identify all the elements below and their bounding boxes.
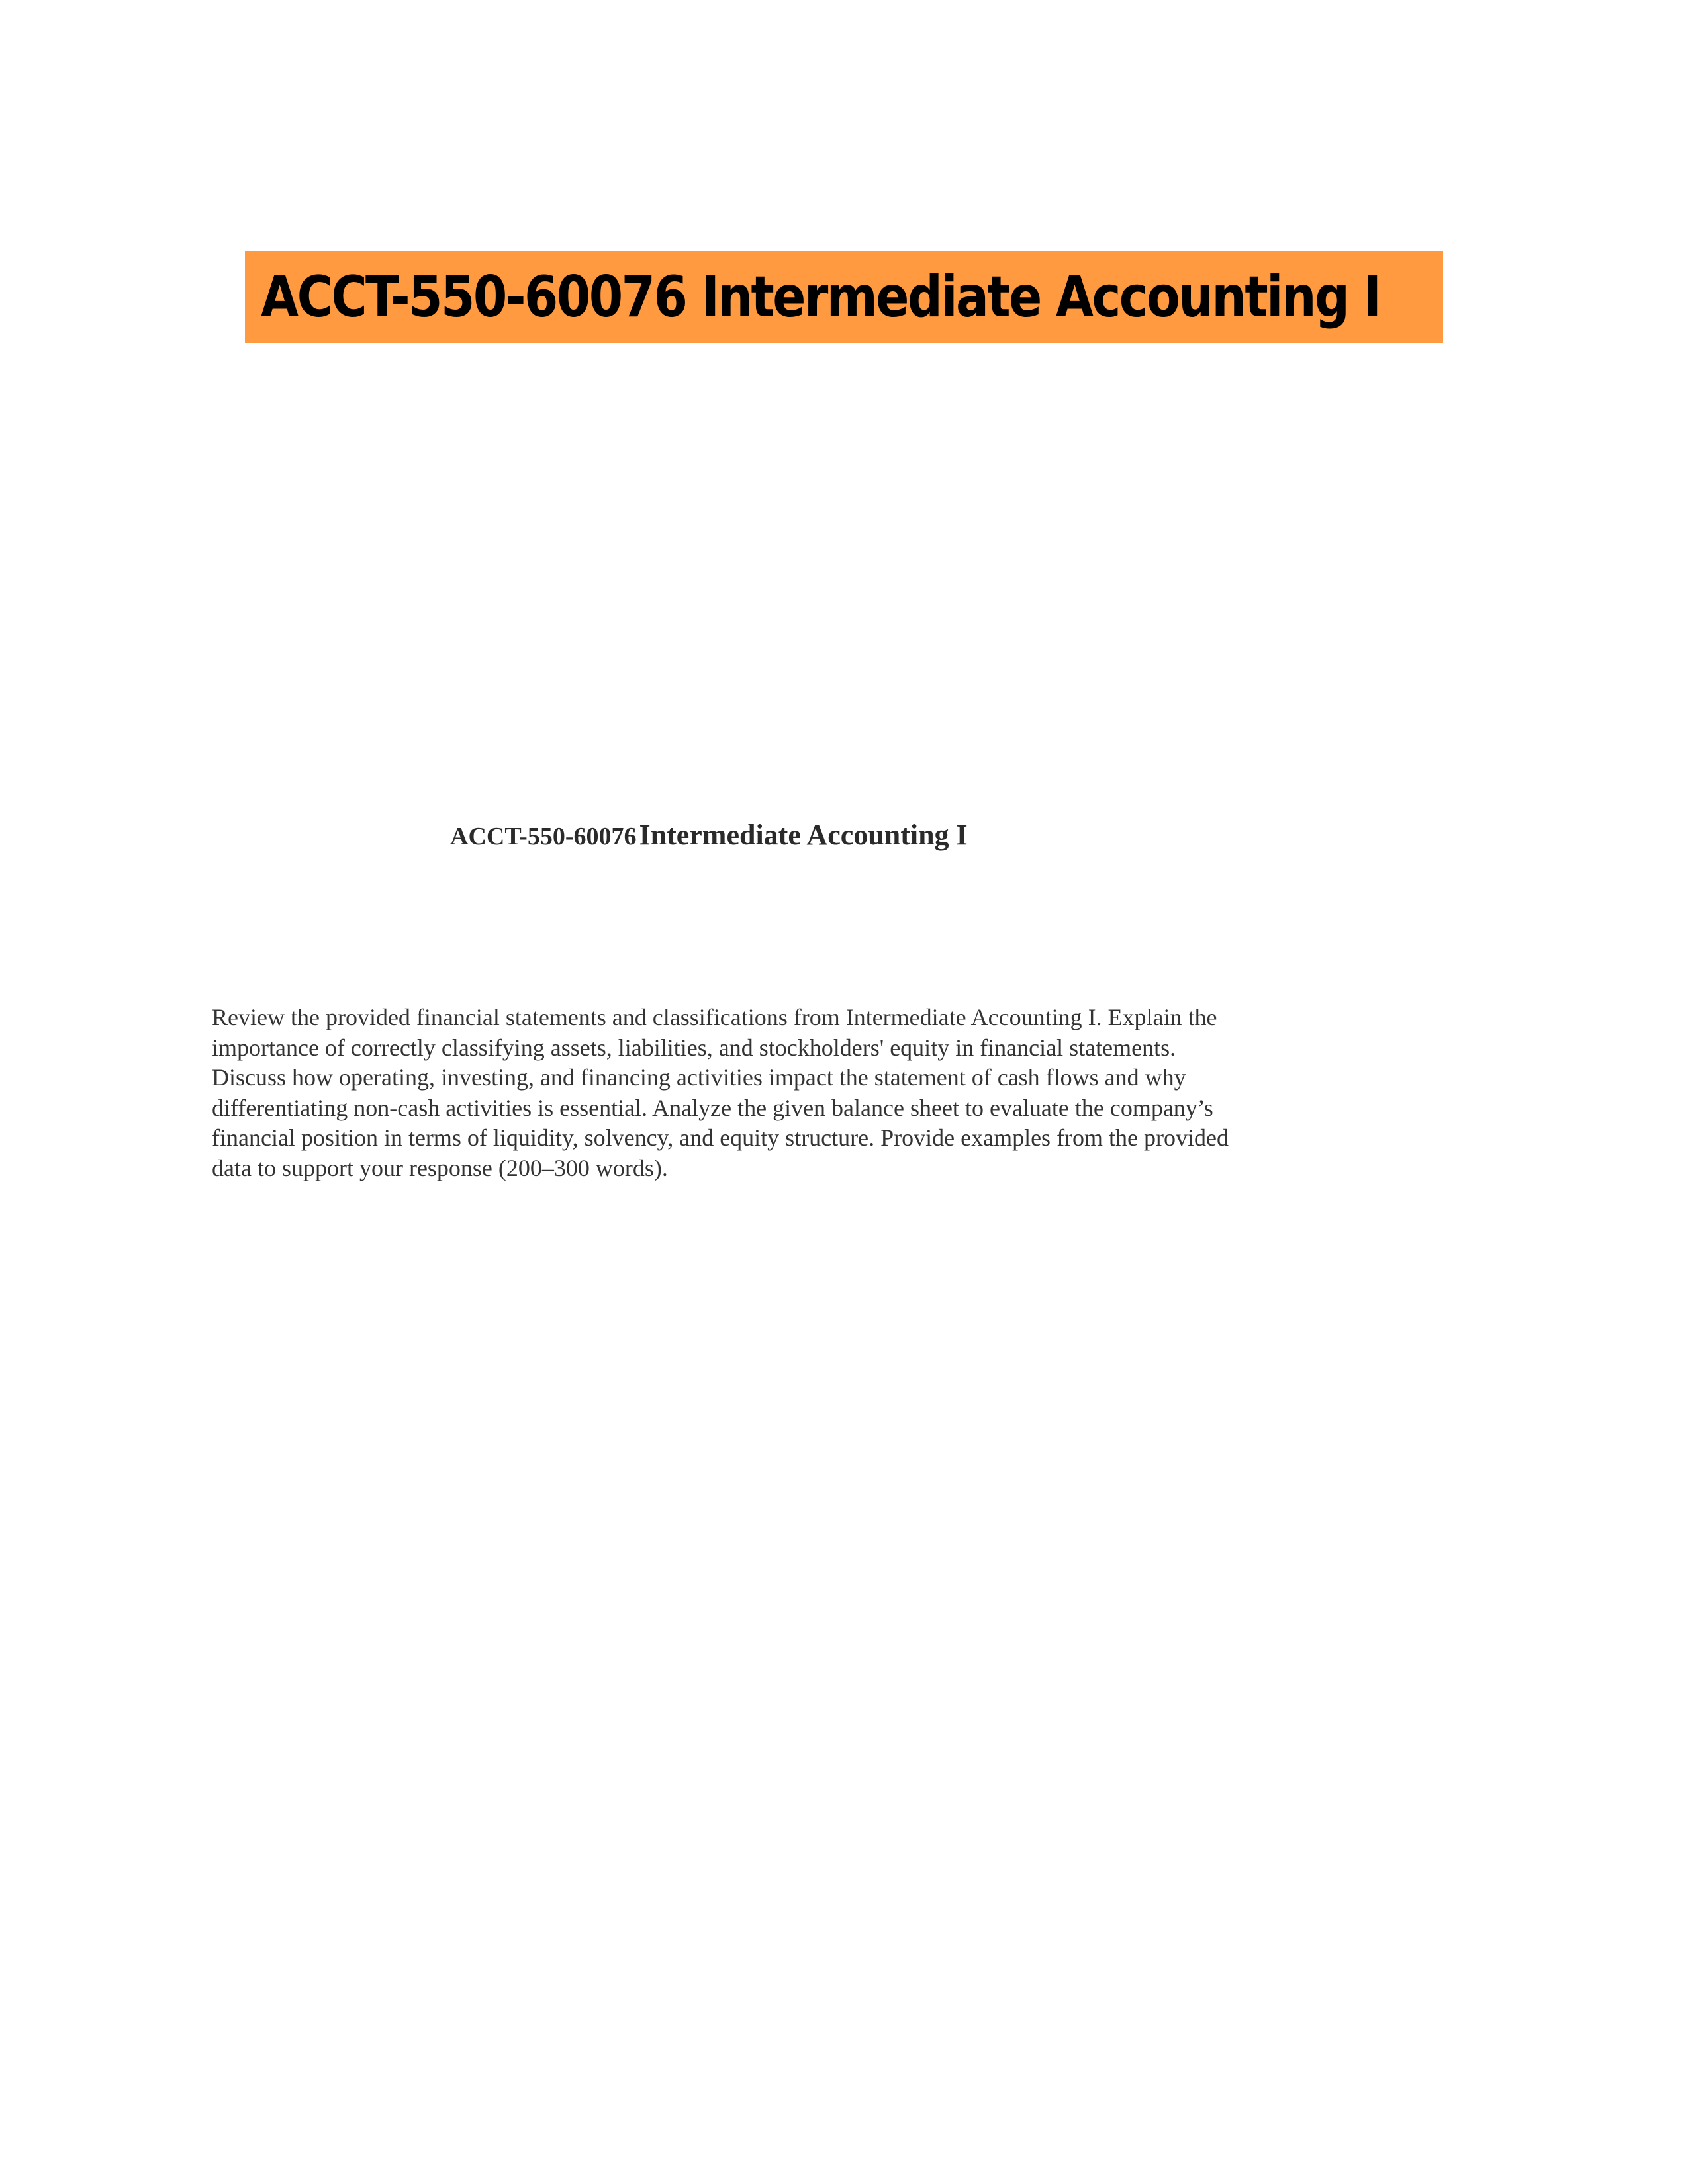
course-code: ACCT-550-60076 — [450, 823, 637, 850]
header-banner — [245, 251, 1443, 343]
banner-title: ACCT-550-60076 Intermediate Accounting I — [261, 264, 1380, 330]
assignment-prompt: Review the provided financial statements and classifications from Intermediate Accounting I. Explain the importance of correctly classifying assets, liabilities, and stockholders' equity in financial statements. Discuss how operating, investing, and financing activities impact the statement of cash flows and why differentiating non-cash activities is essential. Analyze the given balance sheet to evaluate the company’s financial position in terms of liquidity, solvency, and equity structure. Provide examples from the provided data to support your response (200–300 words). — [212, 1004, 1229, 1181]
document-title — [450, 815, 1112, 862]
course-name: Intermediate Accounting I — [639, 819, 968, 851]
